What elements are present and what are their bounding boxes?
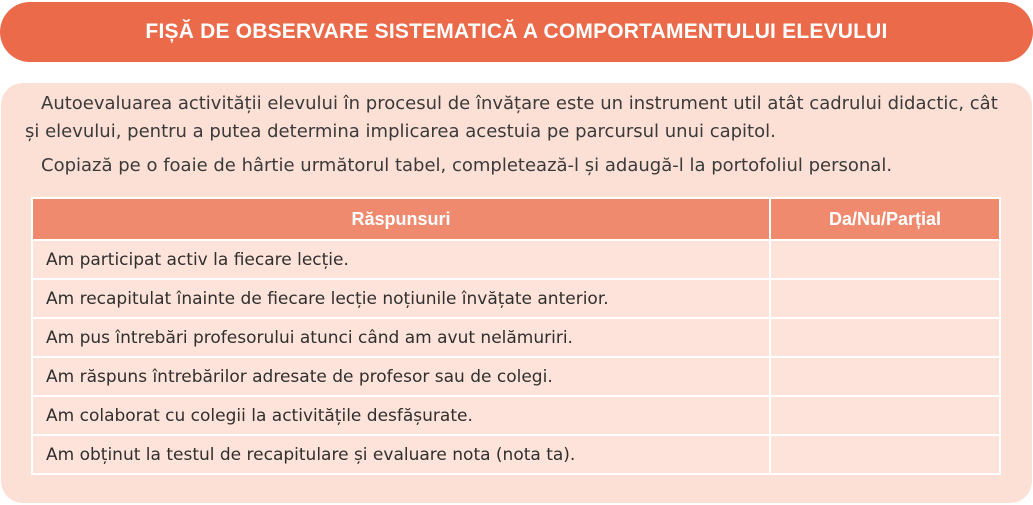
observation-table [31,197,1001,475]
instruction-paragraph: Copiază pe o foaie de hârtie următorul tabel, completează-l și adaugă-l la portofoliul personal. [41,155,893,176]
instructions-card [1,83,1032,503]
statement-cell: Am pus întrebări profesorului atunci când am avut nelămuriri. [32,318,770,357]
answer-cell[interactable] [770,435,1000,474]
answer-cell[interactable] [770,318,1000,357]
table-row [32,396,1000,435]
answer-cell[interactable] [770,357,1000,396]
answer-cell[interactable] [770,396,1000,435]
header-answer: Da/Nu/Parțial [770,198,1000,240]
table-row [32,279,1000,318]
table-header-row [32,198,1000,240]
intro-paragraph: Autoevaluarea activității elevului în procesul de învățare este un instrument util atât cadrului didactic, cât și elevului, pentru a putea determina implicarea acestuia pe parcursul unui capitol. [25,93,998,142]
statement-cell: Am obținut la testul de recapitulare și evaluare nota (nota ta). [32,435,770,474]
table-row [32,240,1000,279]
statement-cell: Am răspuns întrebărilor adresate de profesor sau de colegi. [32,357,770,396]
page-title: FIȘĂ DE OBSERVARE SISTEMATICĂ A COMPORTAMENTULUI ELEVULUI [145,20,888,43]
table-row [32,435,1000,474]
page-title-banner [0,2,1033,62]
statement-cell: Am colaborat cu colegii la activitățile desfășurate. [32,396,770,435]
table-row [32,357,1000,396]
answer-cell[interactable] [770,279,1000,318]
table-row [32,318,1000,357]
header-responses: Răspunsuri [32,198,770,240]
answer-cell[interactable] [770,240,1000,279]
statement-cell: Am recapitulat înainte de fiecare lecție noțiunile învățate anterior. [32,279,770,318]
statement-cell: Am participat activ la fiecare lecție. [32,240,770,279]
